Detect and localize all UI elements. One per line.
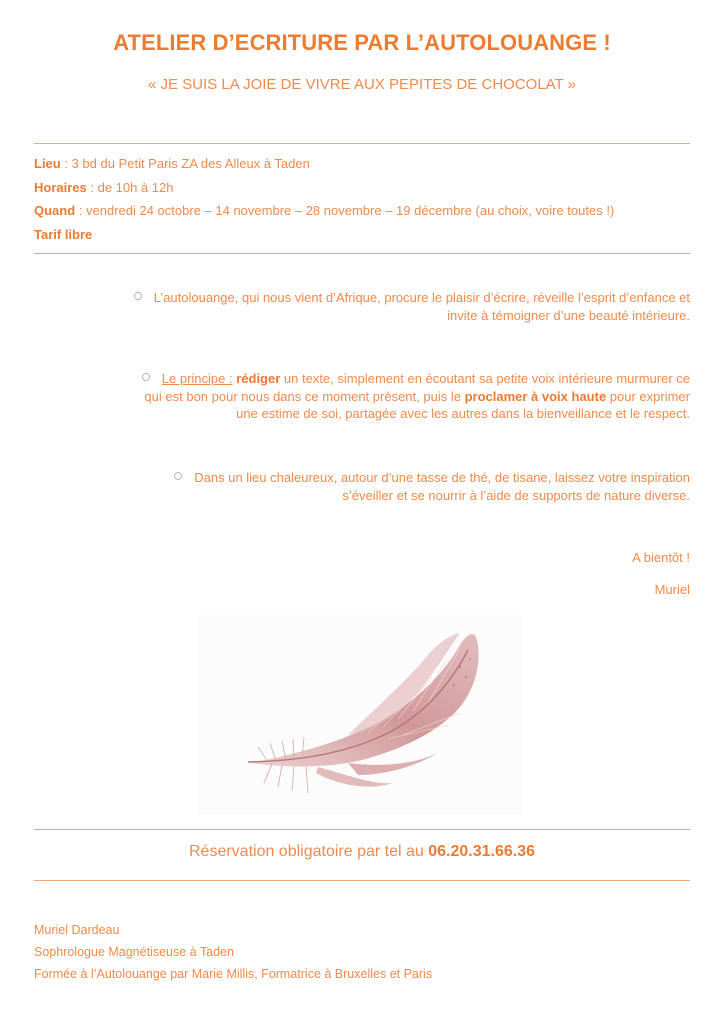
horaires-value: : de 10h à 12h <box>86 179 174 195</box>
divider-info-bottom <box>34 253 690 254</box>
reservation-line <box>0 843 724 861</box>
paragraph-lieu-chaleureux <box>174 469 690 504</box>
principe-label: Le principe : <box>161 371 233 386</box>
signoff-name: Muriel <box>654 582 690 597</box>
page-subtitle: « JE SUIS LA JOIE DE VIVRE AUX PEPITES DE CHOCOLAT » <box>148 76 576 93</box>
lieu-value: : 3 bd du Petit Paris ZA des Alleux à Taden <box>60 156 310 171</box>
footer-training: Formée à l’Autolouange par Marie Millis, Formatrice à Bruxelles et Paris <box>34 967 433 981</box>
p3-line2: s’éveiller et se nourrir à l’aide de supports de nature diverse. <box>342 487 690 503</box>
p2-line1-rest: un texte, simplement en écoutant sa petite voix intérieure murmurer ce <box>280 371 690 386</box>
p2-line3: une estime de soi, partagée avec les autres dans la bienveillance et le respect. <box>236 406 690 421</box>
p1-line1: L’autolouange, qui nous vient d’Afrique, procure le plaisir d’écrire, réveille l’esprit d’enfance et <box>153 290 690 305</box>
p1-line2: invite à témoigner d’une beauté intérieure. <box>447 307 690 323</box>
divider-reservation-top <box>34 829 690 830</box>
info-lieu <box>34 152 614 176</box>
event-info <box>34 152 614 246</box>
divider-top <box>34 143 690 144</box>
principe-bold-proclamer: proclamer à voix haute <box>464 388 607 404</box>
info-tarif <box>34 223 614 247</box>
info-horaires <box>34 176 614 200</box>
reservation-phone: 06.20.31.66.36 <box>428 843 535 860</box>
feather-illustration <box>198 615 522 815</box>
quand-value: : vendredi 24 octobre – 14 novembre – 28 novembre – 19 décembre (au choix, voire toutes !) <box>75 203 615 218</box>
paragraph-principe <box>142 370 690 423</box>
p2-line2-end: pour exprimer <box>606 388 690 404</box>
footer-role: Sophrologue Magnétiseuse à Taden <box>34 945 234 959</box>
footer-name: Muriel Dardeau <box>34 923 120 937</box>
bullet-circle-icon <box>142 373 150 381</box>
info-quand <box>34 199 614 223</box>
feather-icon <box>198 615 522 815</box>
quand-label: Quand <box>34 203 76 218</box>
divider-reservation-bottom <box>34 880 690 881</box>
signoff-greeting: A bientôt ! <box>632 550 690 565</box>
lieu-label: Lieu <box>34 156 61 171</box>
footer-contact <box>34 919 432 985</box>
paragraph-autolouange <box>134 289 690 324</box>
page-title: ATELIER D’ECRITURE PAR L’AUTOLOUANGE ! <box>113 30 611 55</box>
tarif-label: Tarif libre <box>34 226 93 242</box>
horaires-label: Horaires <box>34 179 87 195</box>
principe-bold-rediger: rédiger <box>236 371 281 386</box>
p3-line1: Dans un lieu chaleureux, autour d’une tasse de thé, de tisane, laissez votre inspiration <box>194 470 690 485</box>
bullet-circle-icon <box>174 472 182 480</box>
bullet-circle-icon <box>134 292 142 300</box>
reservation-text: Réservation obligatoire par tel au <box>188 843 429 860</box>
p2-line2-start: qui est bon pour nous dans ce moment présent, puis le <box>144 388 465 404</box>
